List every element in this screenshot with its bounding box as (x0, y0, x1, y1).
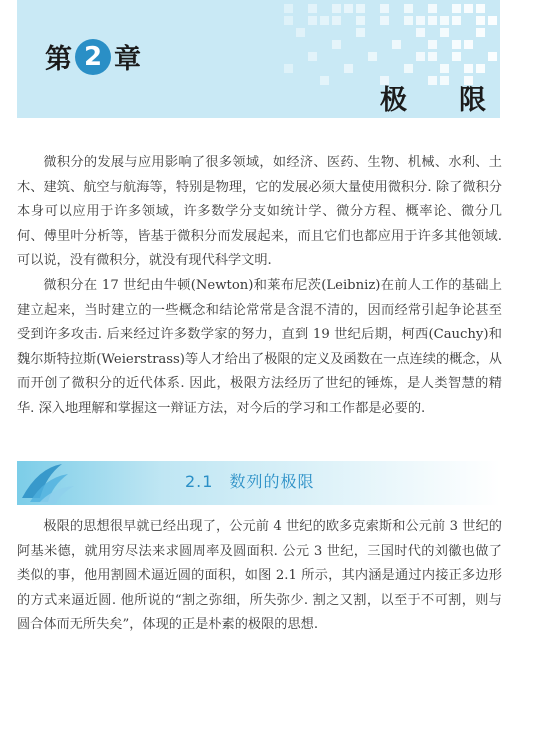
grid-square (488, 16, 497, 25)
grid-square (308, 16, 317, 25)
grid-square (452, 4, 461, 13)
grid-square (344, 4, 353, 13)
grid-square (356, 4, 365, 13)
grid-square (464, 40, 473, 49)
grid-square (380, 16, 389, 25)
grid-square (416, 28, 425, 37)
grid-square (416, 52, 425, 61)
grid-square (476, 28, 485, 37)
grid-square (404, 4, 413, 13)
grid-square (368, 52, 377, 61)
grid-square (356, 28, 365, 37)
chapter-suffix: 章 (114, 44, 141, 75)
grid-square (392, 40, 401, 49)
grid-square (488, 52, 497, 61)
section-text (17, 515, 502, 638)
grid-square (284, 4, 293, 13)
grid-square (428, 4, 437, 13)
grid-square (440, 28, 449, 37)
grid-square (356, 16, 365, 25)
grid-square (308, 4, 317, 13)
grid-square (464, 64, 473, 73)
wave-logo-icon (18, 458, 78, 508)
grid-square (476, 4, 485, 13)
grid-square (464, 4, 473, 13)
grid-square (452, 52, 461, 61)
chapter-prefix: 第 (45, 44, 72, 75)
grid-square (284, 64, 293, 73)
grid-square (296, 28, 305, 37)
chapter-label (45, 37, 141, 76)
grid-square (476, 16, 485, 25)
paragraph: 微积分在 17 世纪由牛顿(Newton)和莱布尼茨(Leibniz)在前人工作的基础上建立起来，当时建立的一些概念和结论常常是含混不清的，因而经常引起争论甚至受到许多攻击. 后来经过许多数学家的努力，直到 19 世纪后期，柯西(Cauchy)和魏尔斯特拉斯(Weierstrass)等人才给出了极限的定义及函数在一点连续的概念，从而开创了微积分的近代体系. 因此，极限方法经历了世纪的锤炼，是人类智慧的精华. 深入地理解和掌握这一辩证方法，对今后的学习和工作都是必要的. (17, 277, 502, 416)
chapter-header (17, 0, 538, 118)
grid-square (332, 40, 341, 49)
grid-square (320, 76, 329, 85)
grid-square (344, 64, 353, 73)
grid-square (404, 16, 413, 25)
grid-square (476, 64, 485, 73)
section-title (185, 469, 314, 492)
grid-square (320, 16, 329, 25)
grid-square (440, 64, 449, 73)
chapter-number-badge: 2 (75, 39, 111, 75)
grid-square (380, 4, 389, 13)
grid-square (428, 52, 437, 61)
grid-square (284, 16, 293, 25)
grid-square (332, 4, 341, 13)
section-number: 2.1 (185, 472, 214, 491)
grid-square (416, 16, 425, 25)
grid-square (308, 52, 317, 61)
grid-square (452, 40, 461, 49)
grid-square (428, 16, 437, 25)
paragraph: 微积分的发展与应用影响了很多领域，如经济、医药、生物、机械、水利、土木、建筑、航空与航海等，特别是物理，它的发展必须大量使用微积分. 除了微积分本身可以应用于许多领域，许多数学分支如统计学、微分方程、概率论、微分几何、傅里叶分析等，皆基于微积分而发展起来，而且它们也都应用于许多其他领域. 可以说，没有微积分，就没有现代科学文明. (17, 155, 502, 269)
grid-square (332, 16, 341, 25)
section-title-text: 数列的极限 (229, 472, 315, 491)
grid-square (404, 64, 413, 73)
paragraph: 极限的思想很早就已经出现了，公元前 4 世纪的欧多克索斯和公元前 3 世纪的阿基米德，就用穷尽法来求圆周率及圆面积. 公元 3 世纪，三国时代的刘徽也做了类似的事，他用割圆术逼近圆的面积，如图 2.1 所示，其内涵是通过内接正多边形的方式来逼近圆. 他所说的“割之弥细，所失弥少. 割之又割，以至于不可割，则与圆合体而无所失矣”，体现的正是朴素的极限的思想. (17, 519, 502, 633)
grid-square (452, 16, 461, 25)
grid-square (428, 40, 437, 49)
chapter-title: 极限 (380, 85, 538, 116)
grid-square (440, 16, 449, 25)
intro-text (17, 151, 502, 422)
